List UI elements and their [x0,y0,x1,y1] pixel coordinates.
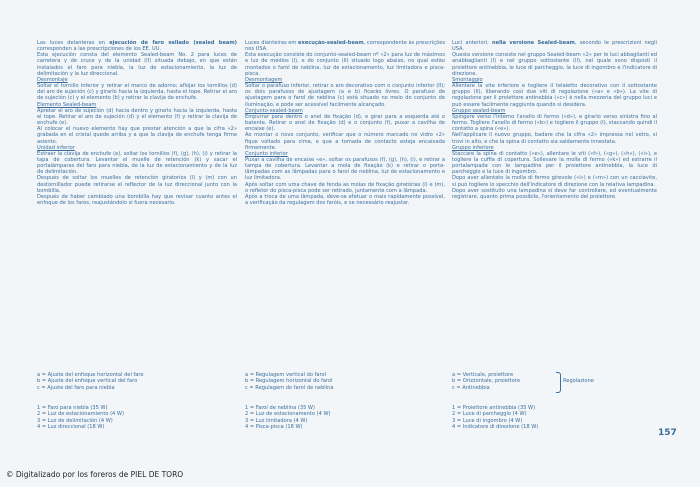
legend-line: b = Orizzontale, proiettore [452,378,520,385]
text-run: Questa versione consiste nel gruppo Sealed-beam «2» per le luci abbaglianti ed anabbaglianti (I) e nel gruppo sottostante (II), nel quale sono disposti il proiettore antinebbia, le luce di parcheggio, la luce di ingombro e l'indicatore di direzione. [452,52,657,77]
paragraph [245,194,445,206]
page-number: 157 [658,428,677,438]
legend-line: 3 = Luz de delimitación (4 W) [37,417,113,424]
legend-adjust-pt [245,372,333,391]
paragraph [452,83,657,108]
text-run: , correspondente às prescrições nos USA. [245,40,445,53]
section-heading: Unidad inferior [37,144,75,151]
paragraph [452,188,657,200]
paragraph [452,151,657,176]
text-run: Esta ejecución consta del elemento Sealed-beam No. 2 para luces de carretera y de cruce y de la unidad (II) situada debajo, en que están instalados el faro para niebla, la luz de estacionamiento, la luz de delimitación y la luz direccional. [37,52,237,77]
section-heading: Conjunto inferior [245,150,288,157]
legend-line: 1 = Farol de neblina (35 W) [245,405,315,411]
text-run: Puxar a cavilha de encaixe «e», soltar os parafusos (f), (g), (h), (i), e retirar a tampa de cobertura. Levantar a mola de fixação (k) e retirar o porta-lâmpadas com as lâmpadas para o farol de neblina, luz de estacionamento e luz limitadora. [245,156,445,182]
section-heading: Desmontaje [37,76,68,83]
text-run: Después de soltar los muelles de retención giratorios (l) y (m) con un destornillador puede retirarse el reflector de la luz direccional junto con la bombilla. [37,175,237,194]
legend-line: 2 = Luz de estacionamiento (4 W) [37,411,124,418]
text-run: Dopo aver allentato la molla di fermo girevole («l») e («m») con un cacciavite, si può togliere lo specchio dell'indicatore di direzione con la relativa lampadina. [452,175,657,188]
text-run: Luci anteriori, [452,40,492,46]
text-run: Após a troca de uma lâmpada, deve-se efetuar o mais rapidamente possível, a verificação da regulagem dos faróis, e se necessário reajustar. [245,193,445,207]
legend-adjust-es [37,372,144,391]
text-run: Extraer la clavija de enchufe (e), soltar los tornillos (f), (g), (h), (i) y retirar la tapa de cobertura. Levantar el muelle de retención (k) y sacar el portalámparas del faro para niebla, de la luz de estacionamiento y de la luz de delimitación. [37,150,237,176]
text-run: Nell'applicare il nuovo gruppo, badare che la cifra «2» impressa nel vetro, si trovi in alto, e che la spina di contatto sia saldamente innestata. [452,132,657,145]
legend-line: 2 = Luce di parcheggio (4 W) [452,411,527,418]
paragraph [245,40,445,52]
paragraph [452,132,657,144]
legend-line: 4 = Luz direccional (18 W) [37,424,105,431]
legend-line: c = Regulagem do farol de neblina [245,384,334,391]
text-run: Al colocar el nuevo elemento hay que prestar atención a que la cifra «2» grabada en el cristal quede arriba y a que la clavija de enchufe tenga firme asiento. [37,126,237,145]
legend-line: 4 = Indicatore di direzione (18 W) [452,424,539,431]
paragraph [37,194,237,206]
text-run: Dopo aver sostituito una lampadina si deve far controllare, ed eventualmente registrare, quanto prima possibile, l'orientamento del proiettore. [452,187,657,200]
paragraph [245,182,445,194]
legend-line: b = Ajuste del enfoque vertical del faro [37,378,138,385]
text-run: , secondo le prescrizioni negli USA. [452,40,657,53]
legend-line: b = Regulagem horizontal do farol [245,378,333,385]
paragraph [37,83,237,101]
text-run: Las luces delanteras en [37,40,110,46]
text-run: Esta execução consiste do conjunto-sealed-beam nº «2» para luz de máximos e luz de médios (I), e do conjunto (II) situado logo abaixo, no qual estão montados o farol de neblina, luz de estacionamento, luz limitadora e pisca-pisca. [245,52,445,77]
paragraph [452,40,657,52]
column-italian [452,40,657,200]
text-run: Después de haber cambiado una bombilla hay que revisar cuanto antes el enfoque de los faros, reajustándolo si fuera necesario. [37,193,237,207]
text-run: Empurrar para dentro o anel de fixação (d), e girar para a esquerda até o batente. Retirar o anel de fixação (d) e o conjunto (f), puxar a cavilha de encaixe (e). [245,113,445,133]
legend-bulbs-es [37,405,124,431]
paragraph [37,108,237,126]
text-run: Apretar el aro de sujeción (d) hacia dentro y girarlo hacia la izquierda, hasta el tope. Retirar el aro de sujeción (d) y el elemento (f) y retirar la clavija de enchufe (e). [37,107,237,127]
text-run: corresponden a las prescripciones de los EE. UU. [37,46,162,53]
text-run: Soltar el tornillo inferior y retirar el marco de adorno; aflojar los tornillos (d) del aro de sujeción (c) y girarlo hacia la izquierda, hasta el tope. Retirar el aro de sujeción (c) y el elemento (b) y retirar la clavija de enchufe. [37,83,237,102]
credit-line: © Digitalizado por los foreros de PIEL DE TORO [6,470,184,479]
legend-line: 3 = Luz limitadora (4 W) [245,417,308,424]
text-run: Staccare la spina di contatto («e»), allentare le viti («f»), («g»), («h»), («i»), e togliere la cuffia di copertura. Sollevare la molla di fermo («k») ed estrarre il portalampada con le lampadine per il proiettore antinebbia, la luce di parcheggio e la luce di ingombro. [452,150,657,176]
paragraph [37,151,237,176]
paragraph [245,83,445,108]
paragraph [245,52,445,77]
legend-line: a = Ajuste del enfoque horizontal del faro [37,372,144,378]
text-run: Após soltar com uma chave de fenda as molas de fixação giratórias (l) e (m), o refletor do pisca-pisca pode ser retirado, juntamente com a lâmpada. [245,181,445,194]
bold-phrase: ejecución de faro sellado (sealed beam) [109,40,237,46]
section-heading: Desmontagem [245,76,283,83]
paragraph [245,132,445,150]
legend-line: 2 = Luz de estacionamento (4 W) [245,411,331,418]
legend-brace [556,372,561,393]
paragraph [37,52,237,77]
legend-line: 3 = Luce di ingombro (4 W) [452,417,523,424]
legend-line: 1 = Proiettore antinebbia (35 W) [452,405,536,411]
paragraph [452,114,657,132]
paragraph [37,40,237,52]
paragraph [452,52,657,77]
text-run: Ao montar o novo conjunto, verificar que o número marcado no vidro «2» fique voltado para cima, e que a tomada de contacto esteja encaixada firmemente. [245,132,445,151]
paragraph [245,157,445,182]
legend-bulbs-pt [245,405,331,431]
section-heading: Gruppo inferiore [452,144,494,151]
legend-line: a = Verticale, proiettore [452,372,514,378]
section-heading: Conjunto-sealed-beam [245,107,303,114]
legend-line: c = Ajuste del faro para niebla [37,384,115,391]
section-heading: Elemento Sealed-beam [37,101,97,108]
bold-phrase: nella versione Sealed-beam [491,40,575,46]
paragraph [452,175,657,187]
paragraph [245,114,445,132]
legend-brace-label: Regolazione [563,378,594,384]
legend-line: 4 = Pisca-pisca (18 W) [245,424,303,431]
column-spanish [37,40,237,206]
text-run: Allentare la vite inferiore e togliere il telaietto decorativo con il sottostante gruppo (II), liberando così due viti di regolazione («a» e «b»). La vite di regolazione per il proiettore antinebbia («c») è nella mezzeria del gruppo luci e può essere facilmente raggiunta quando si desidera. [452,83,657,108]
column-portuguese [245,40,445,206]
paragraph [37,175,237,193]
text-run: Spingere verso l'interno l'anello di fermo («d»), e girarlo verso sinistra fino al fermo. Togliere l'anello di fermo («b») e togliere il gruppo (I), staccando quindi il contatto a spina («e»). [452,113,657,133]
legend-adjust-it [452,372,520,391]
legend-line: c = Antinebbia [452,384,490,391]
section-heading: Gruppo sealed-beam [452,107,506,114]
text-run: Soltar o parafuso inferior, retirar o aro decorativo com o conjunto inferior (II); os dois parafusos de ajustagem (a e b) ficarão livres. O parafuso de ajustagem para o farol de neblina (c) está situado no meio do conjunto de iluminação, e pode ser acessível facilmente alcançado. [245,83,445,108]
section-heading: Smontaggio [452,76,483,83]
text-run: Luces dianteiras em [245,40,298,46]
bold-phrase: execução-sealed-beam [298,40,364,46]
legend-bulbs-it [452,405,538,431]
legend-line: 1 = Faro para niebla (35 W) [37,405,108,411]
legend-line: a = Regulagem vertical do farol [245,372,327,378]
paragraph [37,126,237,144]
